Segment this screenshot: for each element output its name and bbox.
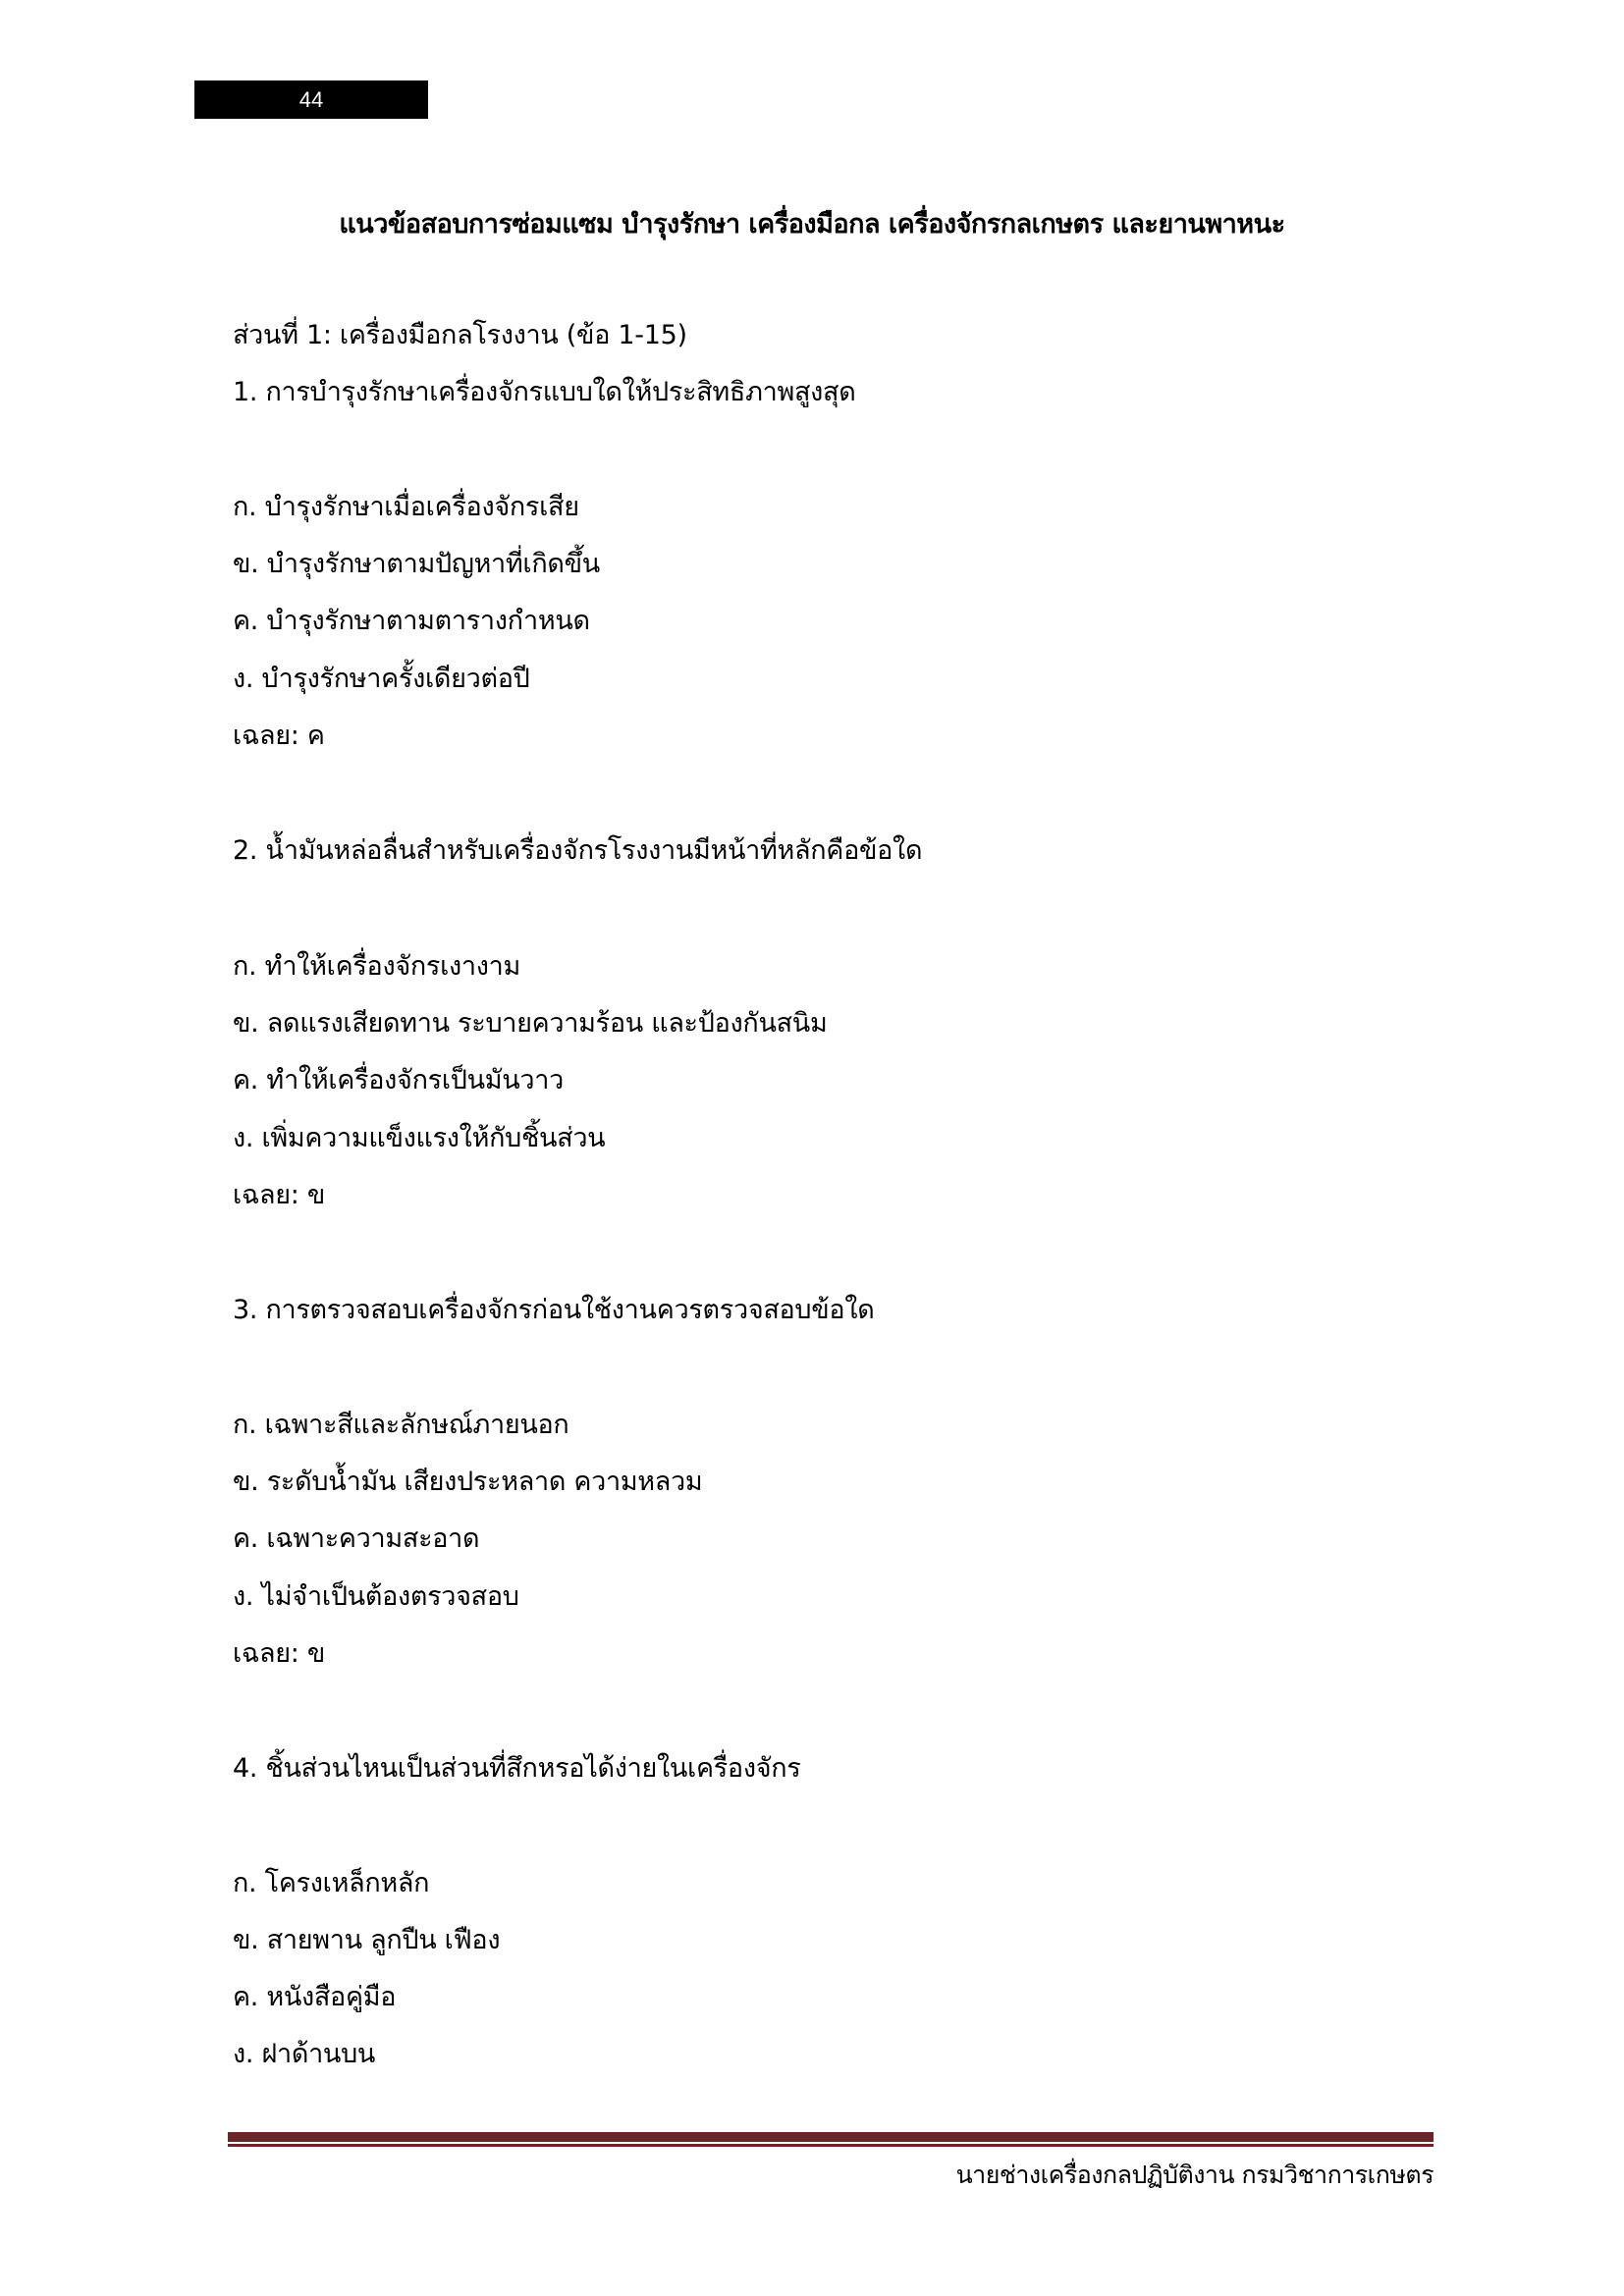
section-heading: ส่วนที่ 1: เครื่องมือกลโรงงาน (ข้อ 1-15)	[233, 320, 687, 350]
q3-option-c: ค. เฉพาะความสะอาด	[233, 1523, 480, 1554]
q1-option-d: ง. บำรุงรักษาครั้งเดียวต่อปี	[233, 664, 530, 694]
q3-option-d: ง. ไม่จำเป็นต้องตรวจสอบ	[233, 1581, 519, 1612]
question-3: 3. การตรวจสอบเครื่องจักรก่อนใช้งานควรตรวจสอบข้อใด	[233, 1295, 875, 1325]
q1-option-b: ข. บำรุงรักษาตามปัญหาที่เกิดขึ้น	[233, 549, 600, 579]
q2-answer: เฉลย: ข	[233, 1180, 326, 1210]
q1-answer: เฉลย: ค	[233, 721, 325, 751]
q1-option-a: ก. บำรุงรักษาเมื่อเครื่องจักรเสีย	[233, 492, 579, 522]
page-number-box	[194, 80, 428, 119]
q4-option-a: ก. โครงเหล็กหลัก	[233, 1868, 430, 1898]
document-title: แนวข้อสอบการซ่อมแซม บำรุงรักษา เครื่องมือกล เครื่องจักรกลเกษตร และยานพาหนะ	[339, 209, 1285, 240]
q4-option-c: ค. หนังสือคู่มือ	[233, 1982, 397, 2012]
q2-option-a: ก. ทำให้เครื่องจักรเงางาม	[233, 951, 521, 982]
question-1: 1. การบำรุงรักษาเครื่องจักรแบบใดให้ประสิทธิภาพสูงสุด	[233, 377, 856, 407]
footer-text: นายช่างเครื่องกลปฏิบัติงาน กรมวิชาการเกษตร	[955, 2161, 1434, 2189]
question-4: 4. ชิ้นส่วนไหนเป็นส่วนที่สึกหรอได้ง่ายในเครื่องจักร	[233, 1753, 801, 1784]
page-number: 44	[298, 86, 324, 112]
footer-rule	[228, 2132, 1434, 2147]
q4-option-d: ง. ฝาด้านบน	[233, 2039, 376, 2069]
q2-option-b: ข. ลดแรงเสียดทาน ระบายความร้อน และป้องกันสนิม	[233, 1008, 828, 1039]
q4-option-b: ข. สายพาน ลูกปืน เฟือง	[233, 1925, 501, 1955]
footer-rule-thin	[228, 2144, 1434, 2147]
q2-option-c: ค. ทำให้เครื่องจักรเป็นมันวาว	[233, 1065, 564, 1095]
q3-option-a: ก. เฉพาะสีและลักษณ์ภายนอก	[233, 1410, 569, 1440]
footer-rule-thick	[228, 2132, 1434, 2142]
q1-option-c: ค. บำรุงรักษาตามตารางกำหนด	[233, 606, 590, 636]
q3-answer: เฉลย: ข	[233, 1638, 326, 1669]
q2-option-d: ง. เพิ่มความแข็งแรงให้กับชิ้นส่วน	[233, 1123, 606, 1153]
q3-option-b: ข. ระดับน้ำมัน เสียงประหลาด ความหลวม	[233, 1467, 703, 1497]
question-2: 2. น้ำมันหล่อลื่นสำหรับเครื่องจักรโรงงานมีหน้าที่หลักคือข้อใด	[233, 835, 923, 866]
